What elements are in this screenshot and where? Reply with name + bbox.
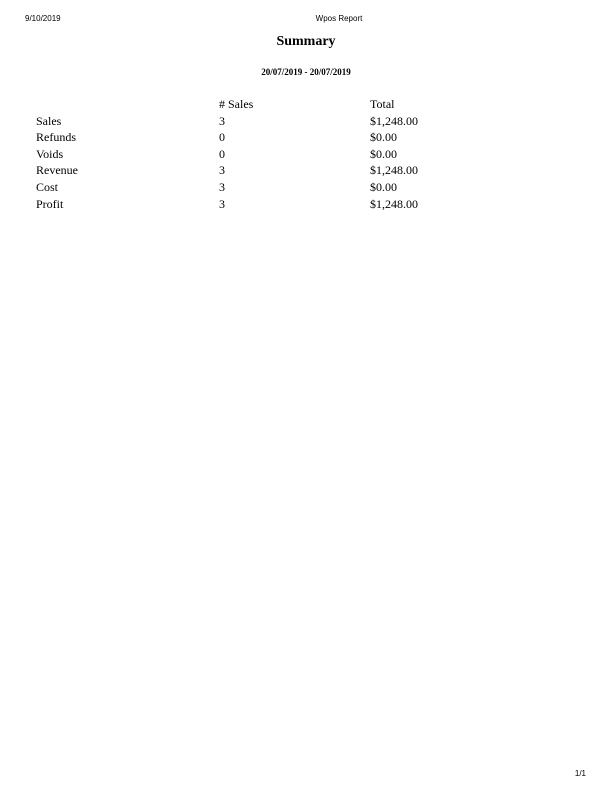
- row-count: 3: [219, 113, 225, 128]
- report-date-range: 20/07/2019 - 20/07/2019: [261, 67, 351, 77]
- row-count: 3: [219, 196, 225, 211]
- row-label: Profit: [36, 196, 64, 211]
- table-row: [36, 129, 490, 146]
- table-row: [36, 196, 490, 213]
- row-count: 0: [219, 146, 225, 161]
- row-label: Cost: [36, 179, 59, 194]
- row-label: Refunds: [36, 130, 76, 145]
- report-title: Summary: [276, 34, 336, 49]
- row-total: $0.00: [370, 146, 397, 161]
- header-label: [36, 96, 219, 113]
- table-header-row: [36, 96, 490, 113]
- header-count: # Sales: [219, 97, 254, 111]
- table-row: [36, 162, 490, 179]
- row-total: $1,248.00: [370, 113, 418, 128]
- row-count: 3: [219, 163, 225, 178]
- row-count: 0: [219, 130, 225, 145]
- print-header: [0, 14, 612, 26]
- table-row: [36, 179, 490, 196]
- row-label: Revenue: [36, 163, 78, 178]
- print-date: 9/10/2019: [25, 14, 61, 23]
- row-total: $1,248.00: [370, 163, 418, 178]
- table-row: [36, 113, 490, 130]
- row-total: $0.00: [370, 130, 397, 145]
- summary-table: [36, 96, 490, 212]
- row-total: $0.00: [370, 179, 397, 194]
- table-row: [36, 146, 490, 163]
- row-total: $1,248.00: [370, 196, 418, 211]
- header-total: Total: [370, 97, 395, 111]
- print-title: Wpos Report: [315, 14, 363, 23]
- row-label: Voids: [36, 146, 64, 161]
- page-number: 1/1: [574, 769, 586, 778]
- row-count: 3: [219, 179, 225, 194]
- row-label: Sales: [36, 113, 62, 128]
